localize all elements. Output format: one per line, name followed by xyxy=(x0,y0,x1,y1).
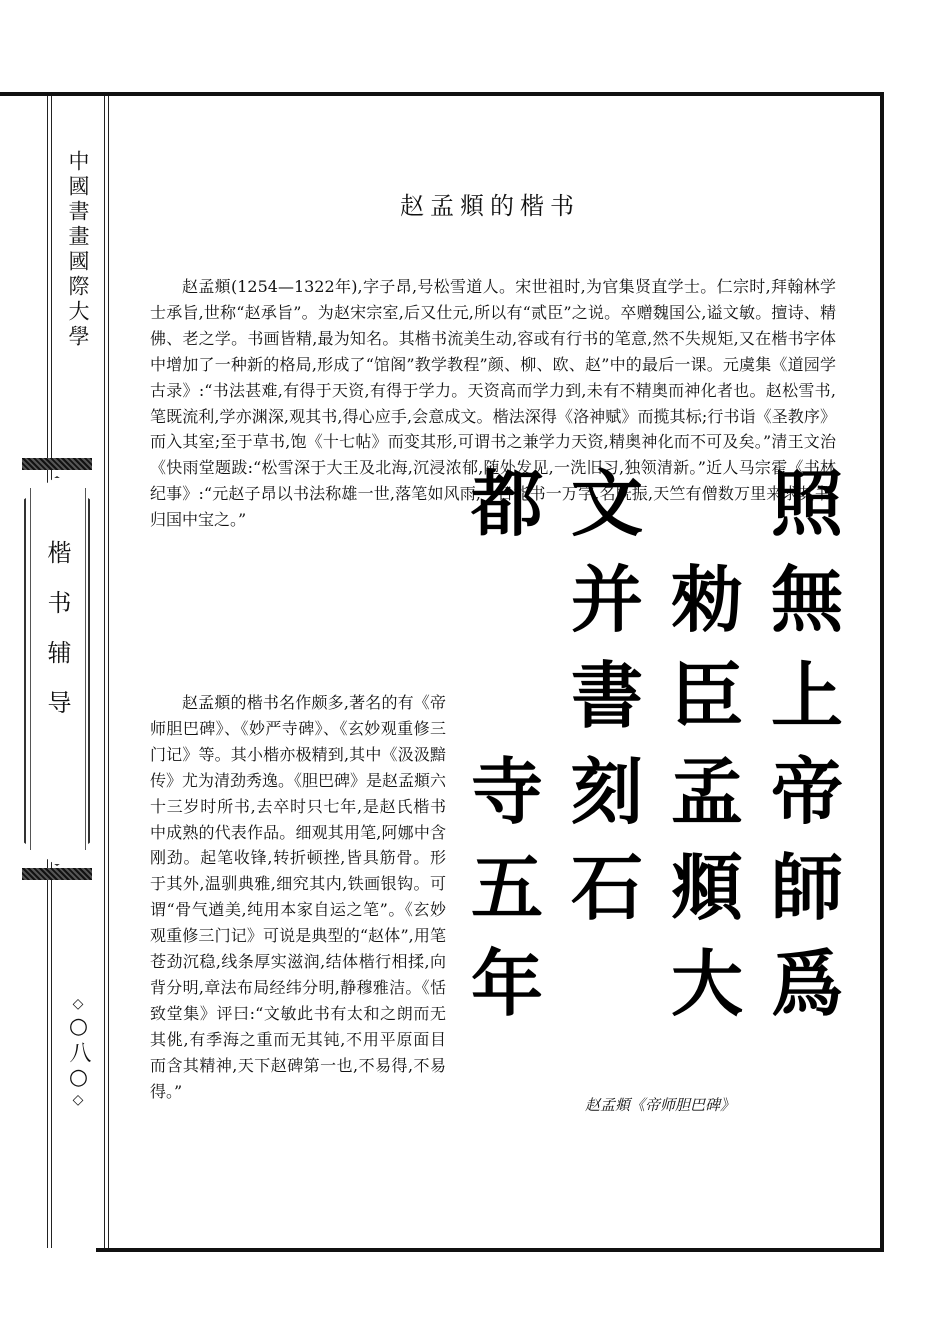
calligraphy-char: 頫 xyxy=(670,845,743,930)
margin-rule-right-inner xyxy=(108,96,109,1248)
calligraphy-char: 五 xyxy=(470,845,543,930)
diamond-icon: ◇ xyxy=(70,1092,86,1110)
calligraphy-char: 帝 xyxy=(770,749,843,834)
calligraphy-char: 刻 xyxy=(570,749,643,834)
calligraphy-char: 書 xyxy=(570,653,643,738)
calligraphy-column-3 xyxy=(562,456,652,1032)
calligraphy-char xyxy=(462,648,552,744)
page-number-block xyxy=(58,996,98,1110)
article-paragraph-2: 赵孟頫的楷书名作颇多,著名的有《帝师胆巴碑》、《妙严寺碑》、《玄妙观重修三门记》等。其小楷亦极精到,其中《汲汲黯传》尤为清劲秀逸。《胆巴碑》是赵孟頫六十三岁时所书,去卒时只七年,是赵氏楷书中成熟的代表作品。细观其用笔,阿娜中含刚劲。起笔收锋,转折顿挫,皆具筋骨。形于其外,温驯典雅,细究其内,铁画银钩。可谓“骨气遒美,纯用本家自运之笔”。《玄妙观重修三门记》可说是典型的“赵体”,用笔苍劲沉稳,线条厚实滋润,结体楷行相揉,向背分明,章法布局经纬分明,静穆雅洁。《恬致堂集》评曰:“文敏此书有太和之朗而无其佻,有季海之重而无其钝,不用平原面目而含其精神,天下赵碑第一也,不易得,不易得。” xyxy=(150,693,447,1101)
calligraphy-char: 勑 xyxy=(670,557,743,642)
calligraphy-char: 并 xyxy=(570,557,643,642)
calligraphy-char xyxy=(462,552,552,648)
article-title: 赵孟頫的楷书 xyxy=(400,192,580,220)
calligraphy-column-1 xyxy=(762,456,852,1032)
diamond-icon: ◇ xyxy=(70,996,86,1014)
calligraphy-char: 爲 xyxy=(770,941,843,1026)
section-tab-label: 楷书辅导 xyxy=(43,540,71,740)
page-number: ○八○ xyxy=(66,1014,91,1092)
calligraphy-char: 上 xyxy=(770,653,843,738)
series-title: 中國書畫國際大學 xyxy=(66,150,90,350)
calligraphy-char: 照 xyxy=(770,461,843,546)
calligraphy-column-4 xyxy=(462,456,552,1032)
page-frame-bottom xyxy=(96,1248,884,1252)
calligraphy-char: 都 xyxy=(470,461,543,546)
calligraphy-char: 無 xyxy=(770,557,843,642)
calligraphy-char xyxy=(662,456,752,552)
page-frame-right xyxy=(880,92,884,1252)
calligraphy-char: 孟 xyxy=(670,749,743,834)
calligraphy-char: 師 xyxy=(770,845,843,930)
margin-rule-right xyxy=(104,96,105,1248)
calligraphy-char: 大 xyxy=(670,941,743,1026)
calligraphy-char: 寺 xyxy=(470,749,543,834)
calligraphy-char: 臣 xyxy=(670,653,743,738)
page-frame-top xyxy=(0,92,884,96)
calligraphy-char: 年 xyxy=(470,941,543,1026)
calligraphy-sample xyxy=(462,456,862,1076)
calligraphy-column-2 xyxy=(662,456,752,1032)
tab-ornament-bottom xyxy=(22,868,92,880)
calligraphy-char xyxy=(562,936,652,1032)
calligraphy-caption: 赵孟頫《帝师胆巴碑》 xyxy=(584,1096,735,1114)
article-paragraph-1: 赵孟頫(1254—1322年),字子昂,号松雪道人。宋世祖时,为官集贤直学士。仁宗时,拜翰林学士承旨,世称“赵承旨”。为赵宋宗室,后又仕元,所以有“贰臣”之说。卒赠魏国公,谥文敏。擅诗、精佛、老之学。书画皆精,最为知名。其楷书流美生动,容或有行书的笔意,然不失规矩,又在楷书字体中增加了一种新的格局,形成了“馆阁”教学教程”颜、柳、欧、赵”中的最后一课。元虞集《道园学古录》:“书法甚难,有得于天资,有得于学力。天资高而学力到,未有不精奥而神化者也。赵松雪书,笔既流利,学亦渊深,观其书,得心应手,会意成文。楷法深得《洛神赋》而揽其标;行书诣《圣教序》而入其室;至于草书,饱《十七帖》而变其形,可谓书之兼学力天资,精奥神化而不可及矣。”清王文治《快雨堂题跋:“松雪深于大王及北海,沉浸浓郁,随处发见,一洗旧习,独领清新。”近人马宗霍《书林纪事》:“元赵子昂以书法称雄一世,落笔如风雨,一日能书一万字,名既振,天竺有僧数万里来求其书,归国中宝之。” xyxy=(150,277,836,530)
calligraphy-char: 石 xyxy=(570,845,643,930)
tab-ornament-top xyxy=(22,458,92,470)
calligraphy-char: 文 xyxy=(570,461,643,546)
